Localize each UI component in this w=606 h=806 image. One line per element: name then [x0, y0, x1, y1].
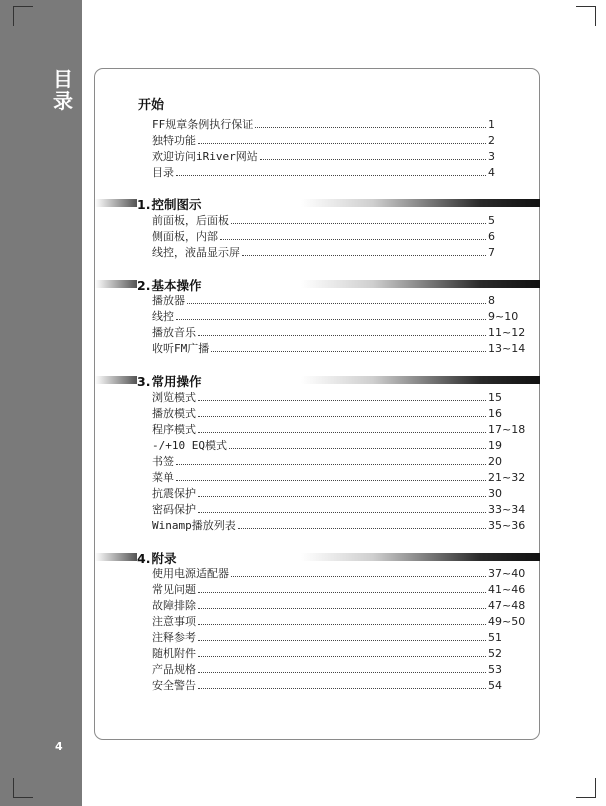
leader-dots	[211, 341, 486, 352]
section-title: 附录	[151, 551, 177, 566]
section-title: 控制图示	[151, 197, 202, 212]
toc-entry[interactable]	[152, 165, 524, 181]
entry-page: 41~46	[488, 583, 526, 596]
entry-page: 21~32	[488, 471, 526, 484]
leader-dots	[198, 582, 486, 593]
entry-label: 常见问题	[152, 583, 196, 596]
leader-dots	[198, 422, 486, 433]
entry-label: 线控，液晶显示屏	[152, 246, 240, 259]
entry-label: 菜单	[152, 471, 174, 484]
page-number: 4	[55, 740, 63, 753]
leader-dots	[198, 598, 486, 609]
entry-label: 密码保护	[152, 503, 196, 516]
toc-entry[interactable]	[152, 566, 524, 582]
sidebar	[0, 0, 82, 806]
section-heading	[137, 372, 201, 388]
entry-page: 20	[488, 455, 502, 468]
leader-dots	[242, 245, 486, 256]
entry-page: 19	[488, 439, 502, 452]
leader-dots	[176, 470, 486, 481]
leader-dots	[255, 117, 486, 128]
leader-dots	[198, 406, 486, 417]
entry-label: 注释参考	[152, 631, 196, 644]
section-heading	[137, 195, 201, 211]
entry-page: 8	[488, 294, 495, 307]
toc-entry[interactable]	[152, 662, 524, 678]
toc-entry[interactable]	[152, 245, 524, 261]
toc-entry[interactable]	[152, 678, 524, 694]
leader-dots	[229, 438, 486, 449]
leader-dots	[260, 149, 486, 160]
entry-label: 前面板，后面板	[152, 214, 229, 227]
entry-page: 2	[488, 134, 495, 147]
leader-dots	[198, 630, 486, 641]
entry-label: -/+10 EQ模式	[152, 439, 227, 452]
entry-label: 书签	[152, 455, 174, 468]
entry-label: 使用电源适配器	[152, 567, 229, 580]
leader-dots	[198, 662, 486, 673]
entry-label: 注意事项	[152, 615, 196, 628]
toc-entry[interactable]	[152, 309, 524, 325]
section-title: 常用操作	[151, 374, 202, 389]
leader-dots	[231, 213, 486, 224]
entry-label: 故障排除	[152, 599, 196, 612]
section-number: 3.	[137, 374, 151, 389]
toc-entry[interactable]	[152, 630, 524, 646]
entry-page: 7	[488, 246, 495, 259]
toc-entry[interactable]	[152, 486, 524, 502]
toc-entry[interactable]	[152, 518, 524, 534]
leader-dots	[198, 614, 486, 625]
entry-page: 3	[488, 150, 495, 163]
entry-page: 11~12	[488, 326, 526, 339]
leader-dots	[198, 325, 486, 336]
leader-dots	[198, 646, 486, 657]
toc-entry[interactable]	[152, 470, 524, 486]
toc-entry[interactable]	[152, 390, 524, 406]
entry-page: 47~48	[488, 599, 526, 612]
toc-entry[interactable]	[152, 582, 524, 598]
section-number: 2.	[137, 278, 151, 293]
section-number: 4.	[137, 551, 151, 566]
entry-page: 16	[488, 407, 502, 420]
entry-label: FF规章条例执行保证	[152, 118, 254, 131]
leader-dots	[198, 486, 486, 497]
entry-page: 49~50	[488, 615, 526, 628]
crop-mark-top-left	[13, 6, 33, 26]
entry-label: 产品规格	[152, 663, 196, 676]
toc-entry[interactable]	[152, 598, 524, 614]
toc-entry[interactable]	[152, 213, 524, 229]
entry-page: 52	[488, 647, 502, 660]
entry-page: 54	[488, 679, 502, 692]
entry-label: 独特功能	[152, 134, 196, 147]
leader-dots	[176, 309, 486, 320]
toc-entry[interactable]	[152, 293, 524, 309]
entry-label: 浏览模式	[152, 391, 196, 404]
entry-label: 收听FM广播	[152, 342, 210, 355]
section-heading	[137, 549, 176, 565]
entry-label: 播放器	[152, 294, 185, 307]
crop-mark-bottom-left	[13, 778, 33, 798]
toc-entry[interactable]	[152, 229, 524, 245]
leader-dots	[198, 390, 486, 401]
leader-dots	[231, 566, 486, 577]
leader-dots	[198, 502, 486, 513]
leader-dots	[187, 293, 486, 304]
entry-page: 17~18	[488, 423, 526, 436]
sidebar-title: 目录	[53, 67, 73, 113]
entry-label: 线控	[152, 310, 174, 323]
leader-dots	[198, 133, 486, 144]
toc-entry[interactable]	[152, 117, 524, 133]
toc-entry[interactable]	[152, 502, 524, 518]
toc-entry[interactable]	[152, 646, 524, 662]
intro-heading: 开始	[138, 98, 165, 113]
entry-page: 35~36	[488, 519, 526, 532]
entry-label: 程序模式	[152, 423, 196, 436]
toc-entry[interactable]	[152, 614, 524, 630]
entry-page: 15	[488, 391, 502, 404]
entry-page: 5	[488, 214, 495, 227]
entry-page: 13~14	[488, 342, 526, 355]
toc-entry[interactable]	[152, 325, 524, 341]
entry-label: 欢迎访问iRiver网站	[152, 150, 258, 163]
leader-dots	[176, 454, 486, 465]
entry-page: 9~10	[488, 310, 519, 323]
section-heading	[137, 276, 201, 292]
entry-label: 侧面板，内部	[152, 230, 218, 243]
entry-label: 安全警告	[152, 679, 196, 692]
crop-mark-top-right	[576, 6, 596, 26]
entry-page: 51	[488, 631, 502, 644]
toc-entry[interactable]	[152, 406, 524, 422]
section-number: 1.	[137, 197, 151, 212]
leader-dots	[238, 518, 486, 529]
toc-entry[interactable]	[152, 422, 524, 438]
entry-page: 53	[488, 663, 502, 676]
entry-page: 30	[488, 487, 502, 500]
leader-dots	[198, 678, 486, 689]
toc-entry[interactable]	[152, 133, 524, 149]
entry-label: 播放模式	[152, 407, 196, 420]
entry-label: 随机附件	[152, 647, 196, 660]
entry-label: Winamp播放列表	[152, 519, 236, 532]
toc-entry[interactable]	[152, 454, 524, 470]
entry-page: 6	[488, 230, 495, 243]
crop-mark-bottom-right	[576, 778, 596, 798]
toc-entry[interactable]	[152, 438, 524, 454]
leader-dots	[176, 165, 486, 176]
entry-label: 目录	[152, 166, 174, 179]
toc-entry[interactable]	[152, 149, 524, 165]
leader-dots	[220, 229, 486, 240]
section-title: 基本操作	[151, 278, 202, 293]
entry-page: 33~34	[488, 503, 526, 516]
entry-page: 37~40	[488, 567, 526, 580]
entry-page: 4	[488, 166, 495, 179]
entry-page: 1	[488, 118, 495, 131]
toc-entry[interactable]	[152, 341, 524, 357]
entry-label: 抗震保护	[152, 487, 196, 500]
entry-label: 播放音乐	[152, 326, 196, 339]
